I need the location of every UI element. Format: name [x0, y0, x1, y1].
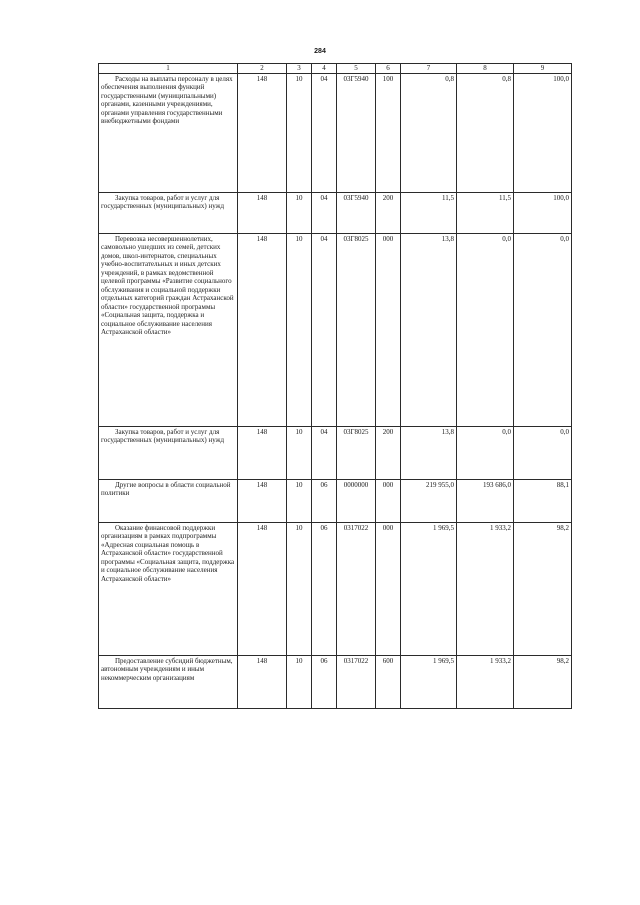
cell-target-article: 0317022	[337, 655, 376, 708]
cell-admin-code: 148	[238, 426, 287, 479]
cell-target-article: 03Г5940	[337, 73, 376, 192]
column-header: 9	[514, 64, 572, 74]
column-header: 8	[457, 64, 514, 74]
cell-planned: 13,8	[401, 426, 457, 479]
column-header: 3	[287, 64, 312, 74]
cell-subsection: 04	[312, 233, 337, 426]
cell-percent: 88,1	[514, 479, 572, 522]
cell-admin-code: 148	[238, 192, 287, 233]
cell-planned: 0,8	[401, 73, 457, 192]
cell-expense-type: 000	[376, 522, 401, 655]
cell-expense-type: 000	[376, 233, 401, 426]
cell-planned: 13,8	[401, 233, 457, 426]
cell-planned: 11,5	[401, 192, 457, 233]
cell-section: 10	[287, 233, 312, 426]
cell-planned: 1 969,5	[401, 655, 457, 708]
row-description: Закупка товаров, работ и услуг для государственных (муниципальных) нужд	[99, 426, 238, 479]
table-header-row	[99, 64, 572, 74]
cell-percent: 98,2	[514, 522, 572, 655]
row-description: Закупка товаров, работ и услуг для государственных (муниципальных) нужд	[99, 192, 238, 233]
column-header: 7	[401, 64, 457, 74]
cell-target-article: 0000000	[337, 479, 376, 522]
cell-target-article: 03Г8025	[337, 426, 376, 479]
cell-executed: 193 686,0	[457, 479, 514, 522]
cell-expense-type: 200	[376, 426, 401, 479]
cell-planned: 219 955,0	[401, 479, 457, 522]
table-row	[99, 192, 572, 233]
table-row	[99, 479, 572, 522]
cell-section: 10	[287, 73, 312, 192]
table-row	[99, 233, 572, 426]
cell-planned: 1 969,5	[401, 522, 457, 655]
table-row	[99, 73, 572, 192]
column-header: 6	[376, 64, 401, 74]
cell-section: 10	[287, 192, 312, 233]
cell-admin-code: 148	[238, 233, 287, 426]
cell-target-article: 03Г8025	[337, 233, 376, 426]
budget-table	[98, 63, 572, 709]
cell-percent: 0,0	[514, 426, 572, 479]
cell-admin-code: 148	[238, 73, 287, 192]
table-row	[99, 655, 572, 708]
table-row	[99, 426, 572, 479]
cell-executed: 0,0	[457, 426, 514, 479]
cell-expense-type: 200	[376, 192, 401, 233]
cell-admin-code: 148	[238, 655, 287, 708]
cell-admin-code: 148	[238, 522, 287, 655]
cell-executed: 1 933,2	[457, 655, 514, 708]
row-description: Другие вопросы в области социальной политики	[99, 479, 238, 522]
cell-executed: 1 933,2	[457, 522, 514, 655]
cell-subsection: 04	[312, 426, 337, 479]
cell-expense-type: 100	[376, 73, 401, 192]
cell-subsection: 06	[312, 522, 337, 655]
cell-section: 10	[287, 479, 312, 522]
cell-subsection: 04	[312, 192, 337, 233]
cell-target-article: 0317022	[337, 522, 376, 655]
cell-admin-code: 148	[238, 479, 287, 522]
cell-percent: 100,0	[514, 192, 572, 233]
cell-executed: 0,0	[457, 233, 514, 426]
cell-executed: 0,8	[457, 73, 514, 192]
row-description: Оказание финансовой поддержки организациям в рамках подпрограммы «Адресная социальная помощь в Астраханской области» государственной программы «Социальная защита, поддержка и социальное обслуживание населения Астраханской области»	[99, 522, 238, 655]
cell-section: 10	[287, 655, 312, 708]
cell-target-article: 03Г5940	[337, 192, 376, 233]
cell-section: 10	[287, 426, 312, 479]
cell-percent: 98,2	[514, 655, 572, 708]
cell-percent: 100,0	[514, 73, 572, 192]
cell-percent: 0,0	[514, 233, 572, 426]
row-description: Предоставление субсидий бюджетным, автономным учреждениям и иным некоммерческим организациям	[99, 655, 238, 708]
column-header: 5	[337, 64, 376, 74]
column-header: 1	[99, 64, 238, 74]
cell-executed: 11,5	[457, 192, 514, 233]
column-header: 4	[312, 64, 337, 74]
cell-subsection: 06	[312, 479, 337, 522]
cell-subsection: 04	[312, 73, 337, 192]
row-description: Перевозка несовершеннолетних, самовольно ушедших из семей, детских домов, школ-интернатов, специальных учебно-воспитательных и иных детских учреждений, в рамках ведомственной целевой программы «Развитие социального обслуживания и социальной поддержки отдельных категорий граждан Астраханской области» государственной программы «Социальная защита, поддержка и социальное обслуживание населения Астраханской области»	[99, 233, 238, 426]
row-description: Расходы на выплаты персоналу в целях обеспечения выполнения функций государственными (муниципальными) органами, казенными учреждениями, органами управления государственными внебюджетными фондами	[99, 73, 238, 192]
cell-section: 10	[287, 522, 312, 655]
cell-expense-type: 000	[376, 479, 401, 522]
column-header: 2	[238, 64, 287, 74]
page-number: 284	[314, 48, 326, 55]
table-row	[99, 522, 572, 655]
cell-expense-type: 600	[376, 655, 401, 708]
cell-subsection: 06	[312, 655, 337, 708]
